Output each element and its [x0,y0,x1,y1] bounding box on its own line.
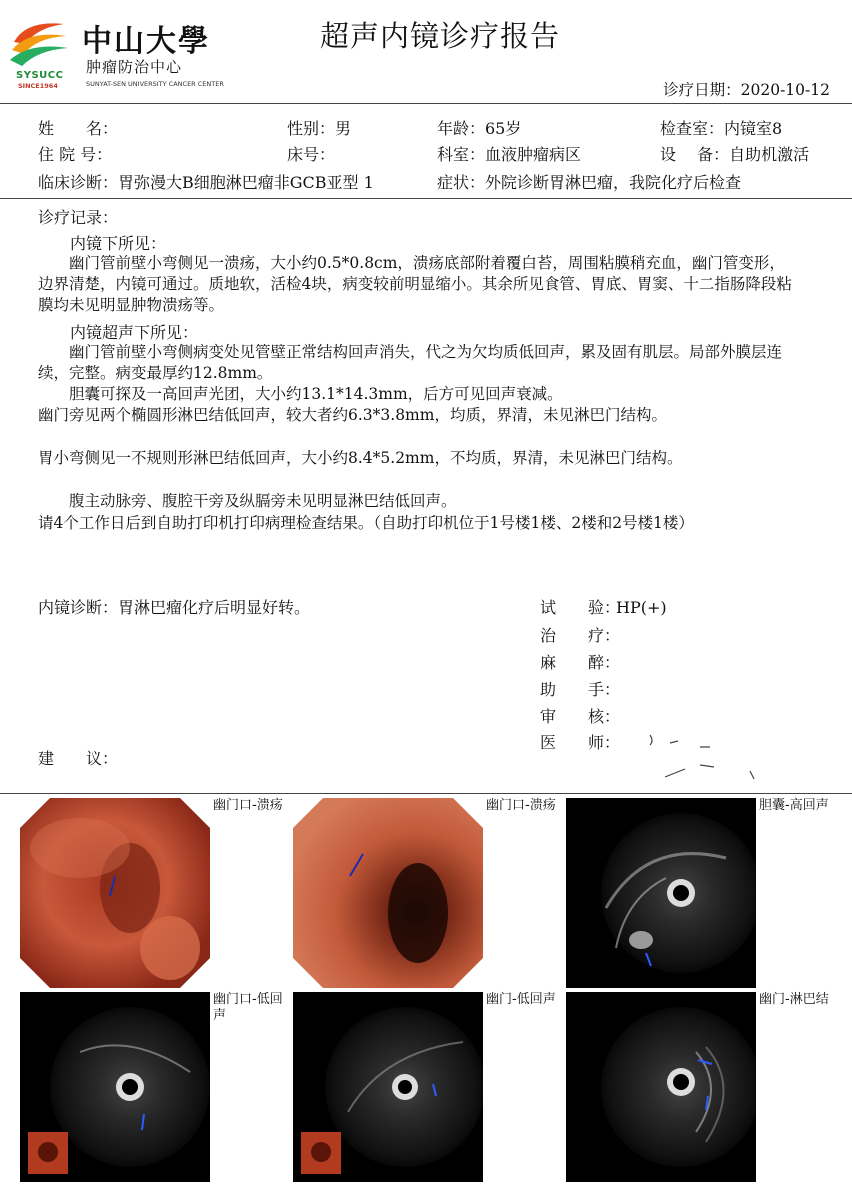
device: 设 备：自助机激活 [660,145,810,164]
eus-finding-1: 幽门管前壁小弯侧病变处见管壁正常结构回声消失，代之为欠均质低回声，累及固有肌层。局部外膜层连续，完整。病变最厚约12.8mm。 [38,343,783,382]
endoscopy-image [293,798,483,988]
eus-finding-3: 幽门旁见两个椭圆形淋巴结低回声，较大者约6.3*3.8mm，均质，界清，未见淋巴门结构。 [38,406,667,424]
doctor-signature [640,725,770,785]
image-caption: 幽门-低回声 [486,992,556,1007]
endo-diagnosis: 内镜诊断：胃淋巴瘤化疗后明显好转。 [38,598,311,617]
logo-cn-name: 中山大學 [82,24,210,59]
field-test [540,595,667,618]
logo-en-name: SUNYAT-SEN UNIVERSITY CANCER CENTER [86,80,224,88]
field-assistant [540,677,621,700]
ultrasound-image [566,798,756,988]
patient-name: 姓 名： [38,119,119,138]
field-key: 麻 醉： [540,653,621,672]
logo-cn-sub: 肿瘤防治中心 [86,58,183,76]
field-key: 审 核： [540,707,621,726]
sysucc-logo-icon [6,14,72,70]
bed-number: 床号： [287,145,336,164]
eus-finding-2: 胆囊可探及一高回声光团，大小约13.1*14.3mm，后方可见回声衰减。 [38,385,563,403]
advice: 建 议： [38,749,119,768]
report-title: 超声内镜诊疗报告 [320,19,561,53]
ultrasound-image [20,992,210,1182]
endo-findings: 幽门管前壁小弯侧见一溃疡，大小约0.5*0.8cm，溃疡底部附着覆白苔，周围粘膜稍充血，幽门管变形，边界清楚，内镜可通过。质地软，活检4块，病变较前明显缩小。其余所见食管、胃底、胃窦、十二指肠降段粘膜均未见明显肿物溃疡等。 [38,254,792,314]
eus-finding-4: 胃小弯侧见一不规则形淋巴结低回声，大小约8.4*5.2mm，不均质，界清，未见淋巴门结构。 [38,449,683,467]
ultrasound-image [566,992,756,1182]
clinical-diagnosis: 临床诊断：胃弥漫大B细胞淋巴瘤非GCB亚型 1 [38,173,374,192]
eus-finding-6: 请4个工作日后到自助打印机打印病理检查结果。（自助打印机位于1号楼1楼、2楼和2号楼1楼） [38,514,694,532]
divider [0,793,852,794]
eus-label: 内镜超声下所见： [70,323,199,342]
logo-abbr: SYSUCC [16,70,64,81]
image-caption: 幽门口-溃疡 [486,798,556,813]
admission-number: 住 院 号： [38,145,113,164]
field-value: HP(+) [616,598,667,617]
divider [0,103,852,104]
patient-gender: 性别：男 [287,119,352,138]
report-date: 诊疗日期：2020-10-12 [663,81,830,99]
image-caption: 幽门-淋巴结 [759,992,829,1007]
field-reviewer [540,704,621,727]
field-key: 助 手： [540,680,621,699]
field-key: 试 验： [540,598,621,617]
department: 科室：血液肿瘤病区 [437,145,582,164]
field-key: 医 师： [540,733,621,752]
endo-label: 内镜下所见： [70,234,167,253]
ultrasound-image [293,992,483,1182]
eus-finding-5: 腹主动脉旁、腹腔干旁及纵膈旁未见明显淋巴结低回声。 [38,492,457,510]
field-key: 治 疗： [540,626,621,645]
logo-since: SINCE1964 [18,82,58,90]
image-caption: 幽门口-溃疡 [213,798,283,813]
image-caption: 胆囊-高回声 [759,798,829,813]
endoscopy-image [20,798,210,988]
symptom: 症状：外院诊断胃淋巴瘤，我院化疗后检查 [437,173,742,192]
record-label: 诊疗记录： [38,208,119,227]
hospital-logo [6,10,224,90]
image-caption: 幽门口-低回声 [213,992,283,1023]
exam-room: 检查室：内镜室8 [660,119,783,138]
divider [0,198,852,199]
patient-age: 年龄：65岁 [437,119,522,138]
field-anesthesia [540,650,621,673]
field-treatment [540,623,621,646]
field-doctor [540,730,621,753]
